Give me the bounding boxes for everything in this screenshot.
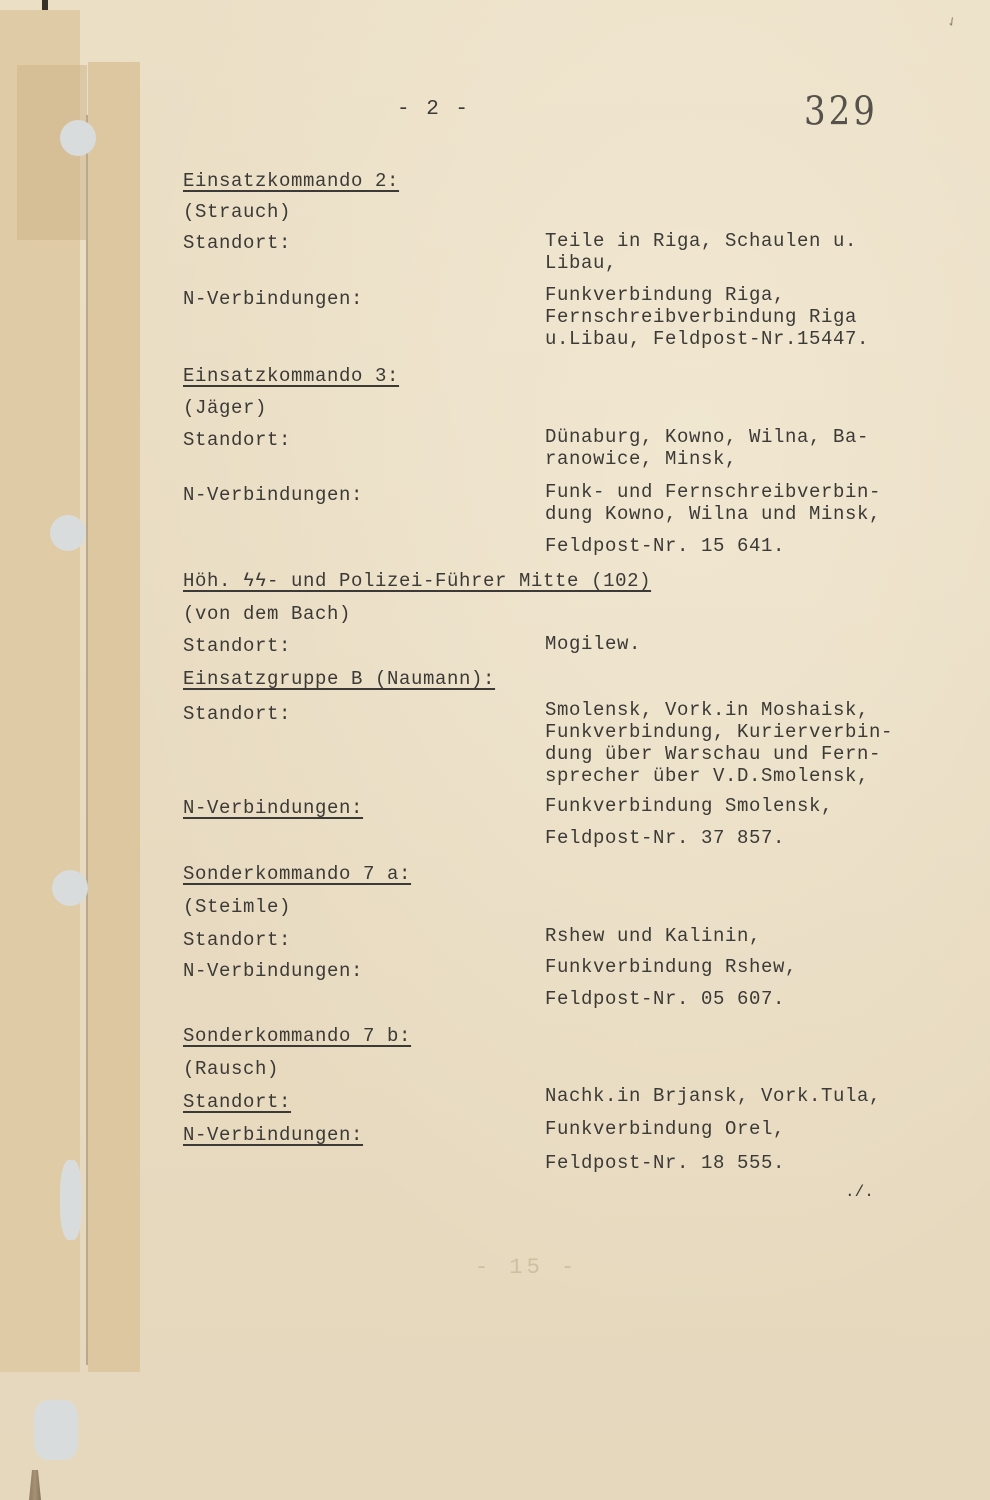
- standort-value: Mogilew.: [545, 633, 642, 655]
- punch-hole: [52, 870, 88, 906]
- standort-value: dung über Warschau und Fern-: [545, 743, 882, 765]
- nverb-value: Feldpost-Nr. 37 857.: [545, 827, 786, 849]
- unit-heading: Einsatzkommando 3:: [183, 365, 400, 387]
- standort-label: Standort:: [183, 929, 292, 951]
- punch-hole: [60, 1160, 82, 1240]
- binder-clip: [42, 0, 48, 10]
- commander-name: (Strauch): [183, 201, 292, 223]
- punch-hole: [60, 120, 96, 156]
- unit-heading: Einsatzgruppe B (Naumann):: [183, 668, 496, 690]
- nverb-label: N-Verbindungen:: [183, 960, 364, 982]
- standort-label: Standort:: [183, 635, 292, 657]
- binding-tape: [88, 62, 140, 1372]
- nverb-value: Funkverbindung Smolensk,: [545, 795, 834, 817]
- nverb-value: dung Kowno, Wilna und Minsk,: [545, 503, 882, 525]
- commander-name: (Jäger): [183, 397, 268, 419]
- standort-label: Standort:: [183, 1091, 292, 1113]
- punch-hole: [34, 1400, 78, 1460]
- punch-hole: [50, 515, 86, 551]
- nverb-value: Fernschreibverbindung Riga: [545, 306, 858, 328]
- nverb-value: Feldpost-Nr. 15 641.: [545, 535, 786, 557]
- page-marker: - 2 -: [397, 98, 471, 121]
- standort-value: Smolensk, Vork.in Moshaisk,: [545, 699, 870, 721]
- standort-label: Standort:: [183, 703, 292, 725]
- nverb-label: N-Verbindungen:: [183, 288, 364, 310]
- standort-label: Standort:: [183, 232, 292, 254]
- standort-value: Nachk.in Brjansk, Vork.Tula,: [545, 1085, 882, 1107]
- standort-value: ranowice, Minsk,: [545, 448, 738, 470]
- unit-heading: Sonderkommando 7 b:: [183, 1025, 412, 1047]
- standort-value: Rshew und Kalinin,: [545, 925, 762, 947]
- continuation-mark: ./.: [845, 1183, 874, 1201]
- corner-tick-mark: ✓: [944, 13, 961, 32]
- nverb-value: Feldpost-Nr. 18 555.: [545, 1152, 786, 1174]
- nverb-label: N-Verbindungen:: [183, 484, 364, 506]
- standort-label: Standort:: [183, 429, 292, 451]
- unit-heading: Sonderkommando 7 a:: [183, 863, 412, 885]
- unit-heading: Einsatzkommando 2:: [183, 170, 400, 192]
- standort-value: Teile in Riga, Schaulen u.: [545, 230, 858, 252]
- standort-value: Dünaburg, Kowno, Wilna, Ba-: [545, 426, 870, 448]
- nverb-value: Funk- und Fernschreibverbin-: [545, 481, 882, 503]
- commander-name: (Steimle): [183, 896, 292, 918]
- standort-value: sprecher über V.D.Smolensk,: [545, 765, 870, 787]
- nverb-value: Funkverbindung Orel,: [545, 1118, 786, 1140]
- standort-value: Funkverbindung, Kurierverbin-: [545, 721, 894, 743]
- bleed-through-page-number: - 15 -: [475, 1255, 579, 1280]
- commander-name: (Rausch): [183, 1058, 280, 1080]
- nverb-value: u.Libau, Feldpost-Nr.15447.: [545, 328, 870, 350]
- standort-value: Libau,: [545, 252, 618, 274]
- nverb-label: N-Verbindungen:: [183, 1124, 364, 1146]
- nverb-value: Funkverbindung Rshew,: [545, 956, 798, 978]
- nverb-value: Funkverbindung Riga,: [545, 284, 786, 306]
- unit-heading: Höh. ϟϟ- und Polizei-Führer Mitte (102): [183, 570, 652, 592]
- commander-name: (von dem Bach): [183, 603, 352, 625]
- stamped-folio-number: 329: [804, 89, 878, 135]
- nverb-value: Feldpost-Nr. 05 607.: [545, 988, 786, 1010]
- binder-clip: [20, 1470, 50, 1500]
- nverb-label: N-Verbindungen:: [183, 797, 364, 819]
- binding-edge: [86, 115, 88, 1365]
